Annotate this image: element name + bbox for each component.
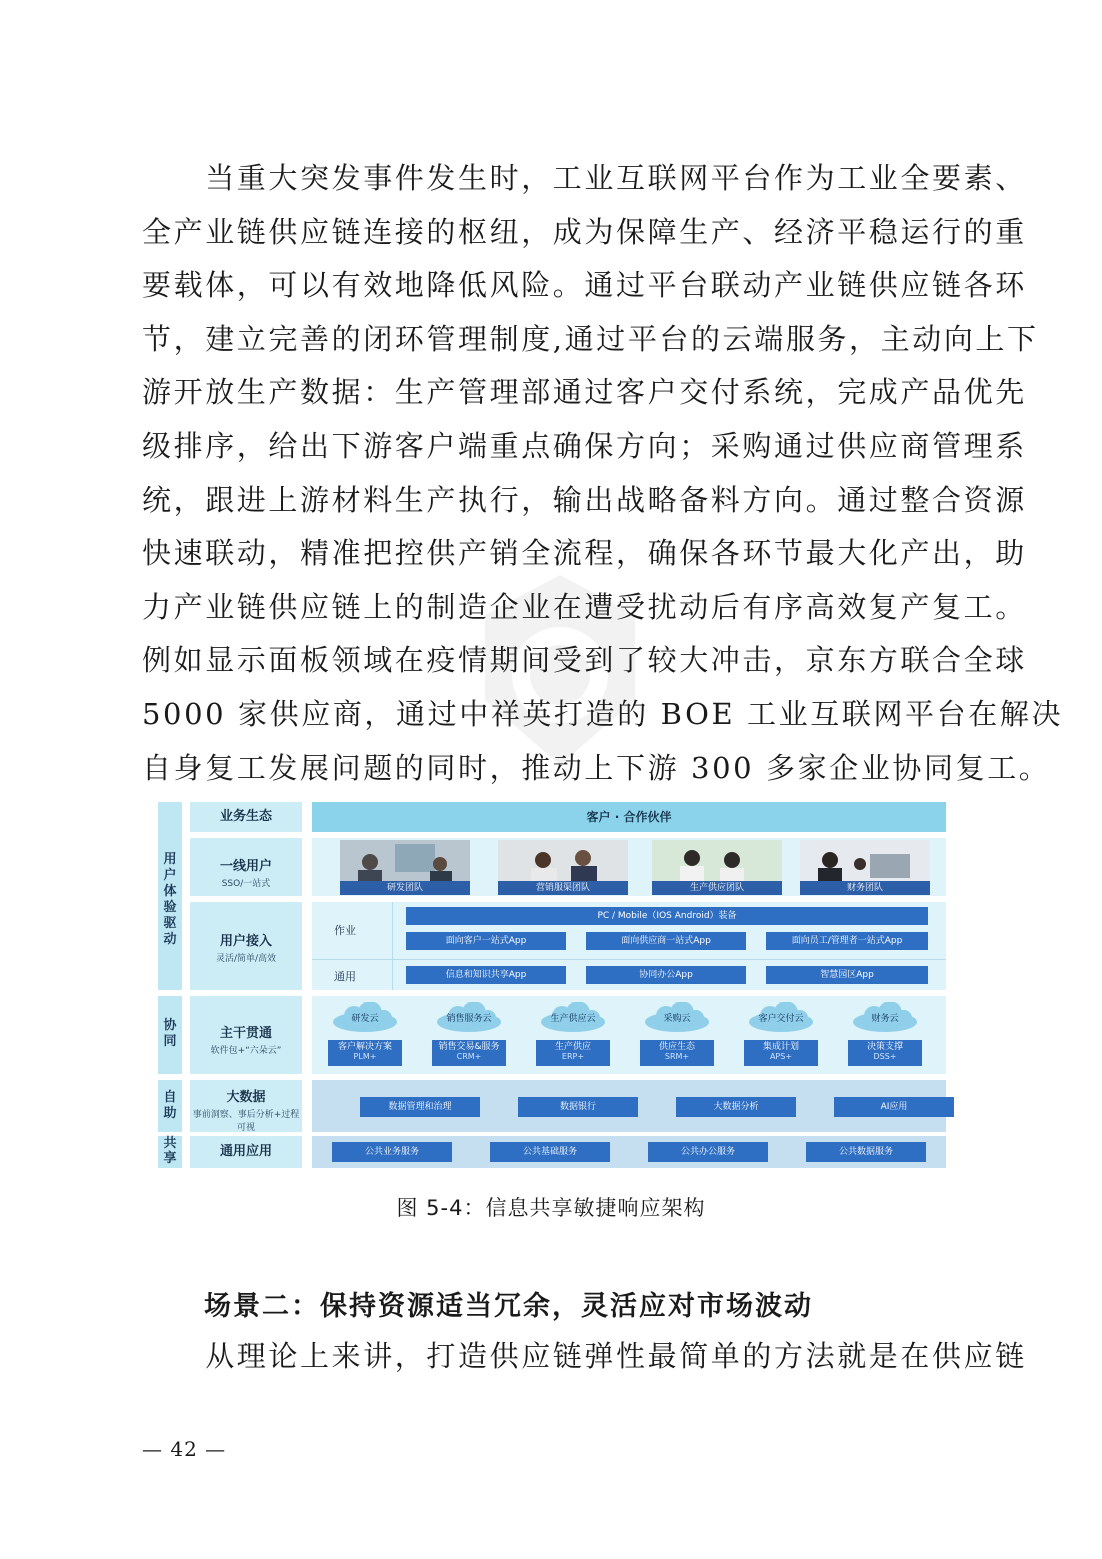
system-name: 销售交易&服务 xyxy=(438,1042,500,1052)
text-line: 级排序，给出下游客户端重点确保方向；采购通过供应商管理系 xyxy=(142,428,1027,463)
access-band xyxy=(312,902,946,990)
partner-header: 客户 · 合作伙伴 xyxy=(312,802,946,832)
common-label: 通用 xyxy=(334,970,356,983)
cloud-item xyxy=(538,1002,608,1032)
frontline-band xyxy=(312,838,946,896)
team-caption: 营销服渠团队 xyxy=(498,881,628,895)
side-char: 同 xyxy=(163,1034,177,1049)
body-paragraph-2 xyxy=(142,1330,1027,1384)
side-char: 共 xyxy=(163,1136,177,1151)
text-line: 力产业链供应链上的制造企业在遭受扰动后有序高效复产复工。 xyxy=(142,589,1027,624)
team-caption: 生产供应团队 xyxy=(652,881,782,895)
row-label-sub: 灵活/简单/高效 xyxy=(215,954,277,964)
cloud-name: 客户交付云 xyxy=(758,1014,804,1024)
work-app-box: 面向客户一站式App xyxy=(406,932,566,950)
row-label-text: 大数据 xyxy=(226,1090,266,1105)
common-service-box: 公共业务服务 xyxy=(332,1142,452,1162)
bigdata-box: AI应用 xyxy=(834,1097,954,1117)
cloud-item xyxy=(746,1002,816,1032)
cloud-name: 生产供应云 xyxy=(550,1014,596,1024)
side-char: 协 xyxy=(163,1018,177,1033)
cloud-system-box xyxy=(536,1040,610,1066)
team-photo xyxy=(800,840,930,895)
common-app-box: 智慧园区App xyxy=(766,966,928,984)
bigdata-box: 数据管理和治理 xyxy=(360,1097,480,1117)
cloud-item xyxy=(330,1002,400,1032)
side-label-self-service xyxy=(158,1080,182,1132)
row-label-sub: 事前洞察、事后分析+过程可视 xyxy=(192,1110,300,1133)
system-name: 生产供应 xyxy=(554,1042,591,1052)
common-service-box: 公共数据服务 xyxy=(806,1142,926,1162)
common-service-box: 公共基础服务 xyxy=(490,1142,610,1162)
system-name: 决策支撑 xyxy=(866,1042,903,1052)
system-name: 集成计划 xyxy=(762,1042,799,1052)
side-char: 助 xyxy=(163,1106,177,1121)
work-app-box: 面向员工/管理者一站式App xyxy=(766,932,928,950)
common-band xyxy=(312,1136,946,1168)
system-tag: APS+ xyxy=(769,1052,793,1061)
system-tag: PLM+ xyxy=(353,1052,377,1061)
text-line: 当重大突发事件发生时，工业互联网平台作为工业全要素、 xyxy=(142,161,1027,195)
system-name: 客户解决方案 xyxy=(337,1042,392,1052)
team-caption: 财务团队 xyxy=(800,881,930,895)
cloud-item xyxy=(642,1002,712,1032)
row-label-access xyxy=(190,902,302,990)
device-bar: PC / Mobile（IOS Android）装备 xyxy=(406,907,928,925)
system-tag: CRM+ xyxy=(456,1052,482,1061)
row-label-business: 业务生态 xyxy=(190,802,302,832)
row-label-sub: 软件包+“六朵云” xyxy=(210,1046,282,1056)
row-label-common: 通用应用 xyxy=(190,1136,302,1168)
cloud-system-box xyxy=(640,1040,714,1066)
row-label-text: 用户接入 xyxy=(219,934,272,949)
cloud-name: 采购云 xyxy=(663,1014,691,1024)
body-paragraph-1 xyxy=(142,152,1064,795)
cloud-item xyxy=(434,1002,504,1032)
text-line: 要载体，可以有效地降低风险。通过平台联动产业链供应链各环 xyxy=(142,268,1027,303)
side-char: 户 xyxy=(163,868,177,883)
system-tag: ERP+ xyxy=(561,1052,585,1061)
text-line: 5000 家供应商，通过中祥英打造的 BOE 工业互联网平台在解决 xyxy=(142,696,1064,731)
figure-caption: 图 5-4：信息共享敏捷响应架构 xyxy=(396,1196,706,1220)
text-line: 统，跟进上游材料生产执行，输出战略备料方向。通过整合资源 xyxy=(142,482,1027,517)
text-line: 游开放生产数据：生产管理部通过客户交付系统，完成产品优先 xyxy=(142,375,1027,410)
side-char: 自 xyxy=(163,1090,177,1105)
work-label: 作业 xyxy=(334,924,356,937)
cloud-name: 研发云 xyxy=(351,1014,379,1024)
cloud-item xyxy=(850,1002,920,1032)
side-char: 享 xyxy=(163,1151,177,1166)
divider xyxy=(392,902,393,990)
cloud-name: 财务云 xyxy=(871,1014,899,1024)
cloud-system-box xyxy=(744,1040,818,1066)
backbone-band xyxy=(312,996,946,1074)
side-label-sharing xyxy=(158,1136,182,1168)
divider xyxy=(312,959,946,960)
row-label-text: 主干贯通 xyxy=(219,1026,272,1041)
section-heading: 场景二：保持资源适当冗余，灵活应对市场波动 xyxy=(204,1291,813,1322)
row-label-frontline xyxy=(190,838,302,896)
row-label-text: 一线用户 xyxy=(219,859,272,874)
bigdata-box: 大数据分析 xyxy=(676,1097,796,1117)
text-line: 全产业链供应链连接的枢纽，成为保障生产、经济平稳运行的重 xyxy=(142,214,1027,249)
architecture-figure xyxy=(158,802,946,1168)
side-char: 驱 xyxy=(163,916,177,931)
text-line: 节，建立完善的闭环管理制度,通过平台的云端服务，主动向上下 xyxy=(142,321,1039,356)
common-app-box: 信息和知识共享App xyxy=(406,966,566,984)
common-app-box: 协同办公App xyxy=(586,966,746,984)
cloud-system-box xyxy=(432,1040,506,1066)
row-label-backbone xyxy=(190,996,302,1074)
bigdata-box: 数据银行 xyxy=(518,1097,638,1117)
text-line: 自身复工发展问题的同时，推动上下游 300 多家企业协同复工。 xyxy=(142,750,1051,785)
side-char: 体 xyxy=(163,884,177,899)
team-photo xyxy=(340,840,470,895)
system-name: 供应生态 xyxy=(658,1042,695,1052)
cloud-name: 销售服务云 xyxy=(446,1014,492,1024)
team-caption: 研发团队 xyxy=(340,881,470,895)
side-char: 验 xyxy=(163,900,177,915)
side-label-collaboration xyxy=(158,996,182,1074)
side-label-experience xyxy=(158,802,182,990)
side-char: 用 xyxy=(163,852,177,867)
cloud-system-box xyxy=(328,1040,402,1066)
side-char: 动 xyxy=(163,932,177,947)
bigdata-band xyxy=(312,1080,946,1132)
page-number: — 42 — xyxy=(142,1437,227,1461)
text-line: 快速联动，精准把控供产销全流程，确保各环节最大化产出，助 xyxy=(142,536,1027,571)
cloud-system-box xyxy=(848,1040,922,1066)
system-tag: SRM+ xyxy=(664,1052,690,1061)
team-photo xyxy=(652,840,782,895)
row-label-bigdata xyxy=(190,1080,302,1132)
text-line: 例如显示面板领域在疫情期间受到了较大冲击，京东方联合全球 xyxy=(142,643,1027,678)
system-tag: DSS+ xyxy=(873,1052,897,1061)
row-label-sub: SSO/一站式 xyxy=(221,879,271,889)
team-photo xyxy=(498,840,628,895)
work-app-box: 面向供应商一站式App xyxy=(586,932,746,950)
text-line: 从理论上来讲，打造供应链弹性最简单的方法就是在供应链 xyxy=(142,1339,1027,1373)
common-service-box: 公共办公服务 xyxy=(648,1142,768,1162)
